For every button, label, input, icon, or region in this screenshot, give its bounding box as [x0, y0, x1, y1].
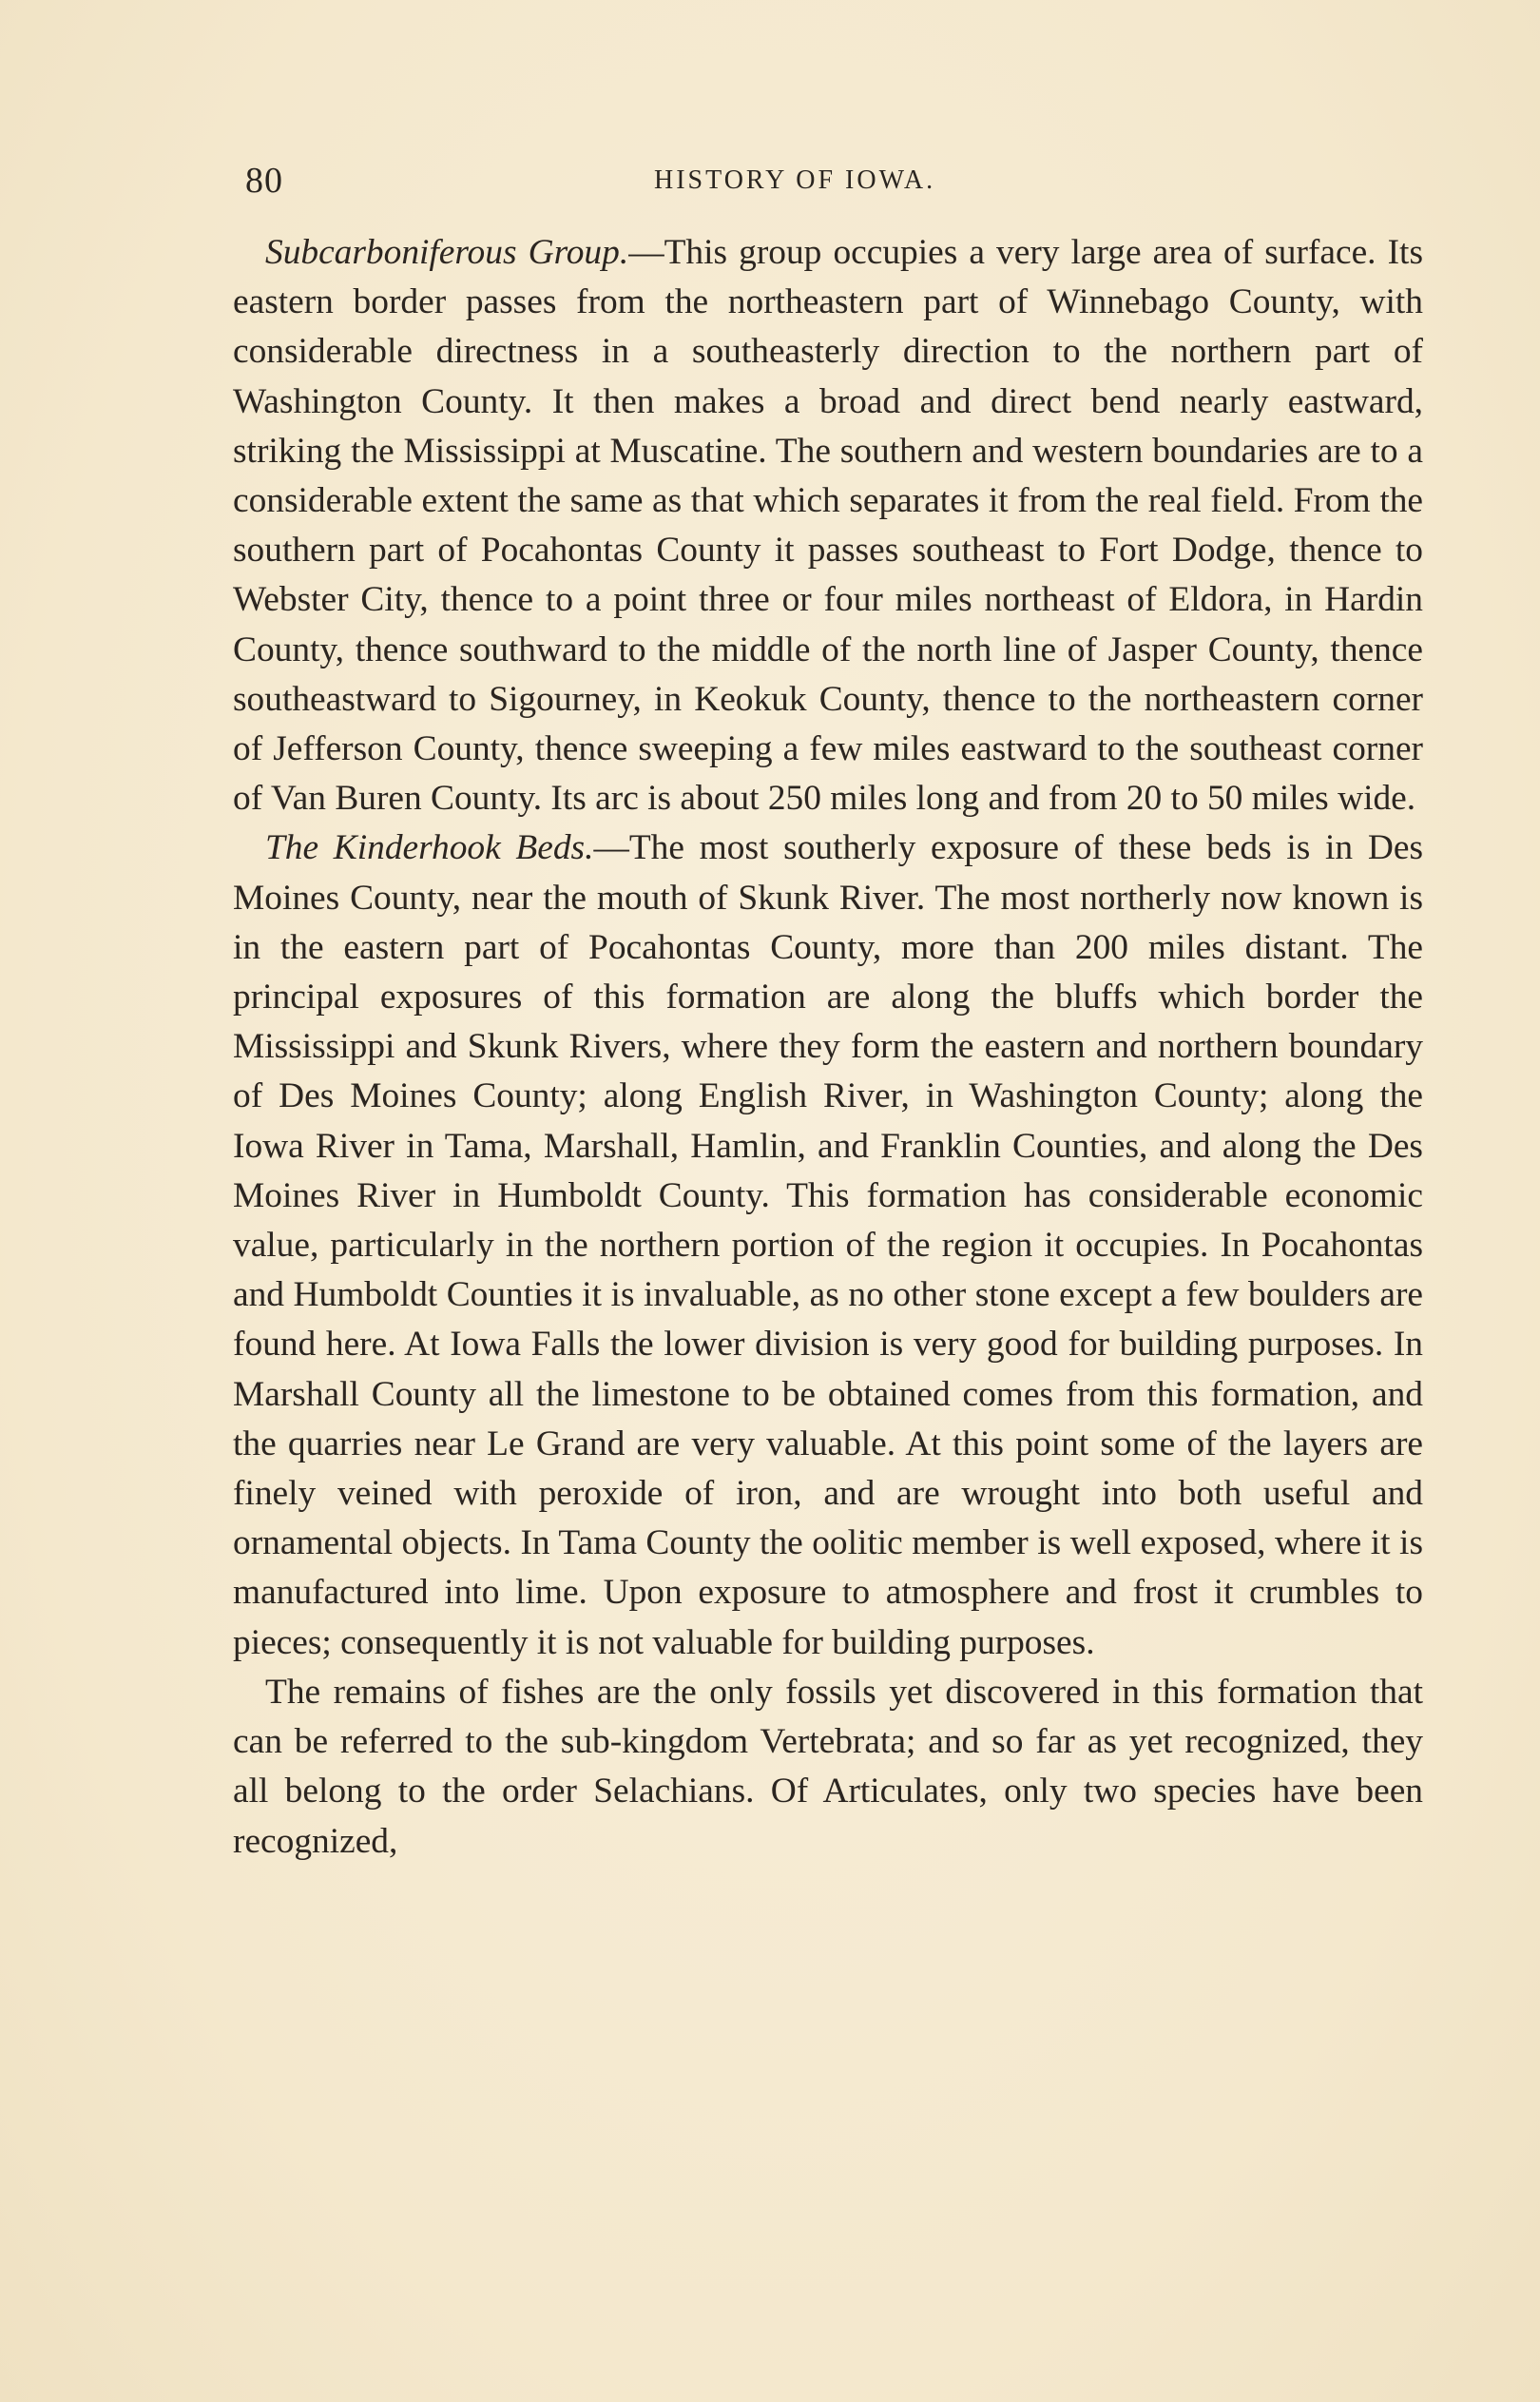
body-text: [233, 228, 1423, 1867]
paragraph-text: —The most southerly exposure of these beds is in Des Moines County, near the mouth of Skunk River. The most northerly now known is in the eastern part of Pocahontas County, more than 200 miles distant. The principal exposures of this formation are along the bluffs which border the Mississippi and Skunk Rivers, where they form the eastern and northern boundary of Des Moines County; along English River, in Washington County; along the Iowa River in Tama, Marshall, Hamlin, and Franklin Counties, and along the Des Moines River in Humboldt County. This formation has considerable economic value, particularly in the northern portion of the region it occupies. In Pocahontas and Humboldt Counties it is invaluable, as no other stone except a few boulders are found here. At Iowa Falls the lower division is very good for building purposes. In Marshall County all the limestone to be obtained comes from this formation, and the quarries near Le Grand are very valuable. At this point some of the layers are finely veined with peroxide of iron, and are wrought into both useful and ornamental objects. In Tama County the oolitic member is well exposed, where it is manufactured into lime. Upon exposure to atmosphere and frost it crumbles to pieces; consequently it is not valuable for building purposes.: [233, 828, 1423, 1662]
page-number: 80: [245, 161, 283, 201]
paragraph-text: The remains of fishes are the only fossils yet discovered in this formation that can be referred to the sub-kingdom Vertebrata; and so far as yet recognized, they all belong to the order Selachians. Of Articulates, only two species have been recognized,: [233, 1672, 1423, 1861]
page-header: [245, 160, 1415, 207]
paragraph-fossils: [233, 1668, 1423, 1867]
paragraph-text: —This group occupies a very large area of surface. Its eastern border passes from the northeastern part of Winnebago County, with considerable directness in a southeasterly direction to the northern part of Washington County. It then makes a broad and direct bend nearly eastward, striking the Mississippi at Muscatine. The southern and western boundaries are to a considerable extent the same as that which separates it from the real field. From the southern part of Pocahontas County it passes southeast to Fort Dodge, thence to Webster City, thence to a point three or four miles northeast of Eldora, in Hardin County, thence southward to the middle of the north line of Jasper County, thence southeastward to Sigourney, in Keokuk County, thence to the northeastern corner of Jefferson County, thence sweeping a few miles eastward to the southeast corner of Van Buren County. Its arc is about 250 miles long and from 20 to 50 miles wide.: [233, 233, 1423, 819]
section-heading: The Kinderhook Beds.: [265, 828, 594, 868]
paragraph-subcarboniferous: [233, 228, 1423, 823]
section-heading: Subcarboniferous Group.: [265, 233, 629, 272]
paragraph-kinderhook: [233, 823, 1423, 1667]
running-head: HISTORY OF IOWA.: [654, 165, 936, 195]
